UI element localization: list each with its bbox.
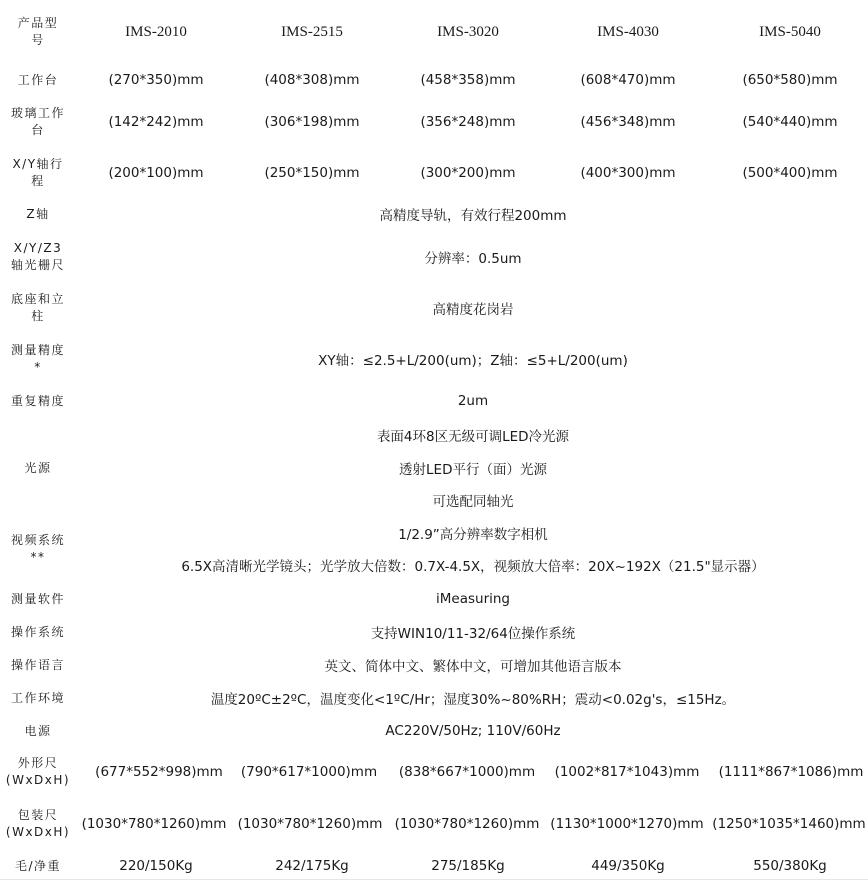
row-workbench	[0, 64, 868, 96]
row-label: 电源	[24, 723, 52, 738]
value-cell: iMeasuring	[436, 591, 510, 607]
value-cell: (356*248)mm	[420, 114, 516, 130]
model-cell: IMS-3020	[437, 23, 499, 40]
row-label: 操作系统	[10, 624, 65, 639]
row-label: 毛/净重	[14, 858, 62, 873]
value-cell: 高精度导轨，有效行程200mm	[379, 208, 567, 224]
value-cell: 1/2.9”高分辨率数字相机	[398, 527, 548, 543]
value-cell: (790*617*1000)mm	[240, 764, 378, 780]
row-language	[0, 651, 868, 679]
row-environment	[0, 684, 868, 712]
value-cell: (250*150)mm	[264, 165, 360, 181]
model-cell: IMS-2010	[125, 23, 187, 40]
value-cell: (608*470)mm	[580, 72, 676, 88]
value-cell: (540*440)mm	[742, 114, 838, 130]
value-cell: 表面4环8区无级可调LED冷光源	[376, 429, 570, 445]
value-cell: (650*580)mm	[742, 72, 838, 88]
row-dimensions: 外形尺 (WxDxH) (677*552*998)mm (790*617*1000)mm (838*667*1000)mm (1002*817*1043)mm (1111*867*1086)mm	[0, 750, 868, 794]
value-cell: (1111*867*1086)mm	[718, 764, 864, 780]
value-cell: (1250*1035*1460)mm	[712, 816, 866, 832]
value-cell: 支持WIN10/11-32/64位操作系统	[370, 626, 576, 642]
row-label: 光源	[24, 460, 52, 475]
value-cell: (1130*1000*1270)mm	[550, 816, 704, 832]
row-label: 工作台	[17, 72, 59, 87]
value-cell: 550/380Kg	[753, 858, 827, 874]
value-cell: (142*242)mm	[108, 114, 204, 130]
row-z-axis	[0, 200, 868, 228]
row-grating: X/Y/Z3 轴光栅尺 分辨率：0.5um	[0, 238, 868, 276]
row-label: 底座和立	[10, 292, 65, 306]
value-cell: 2um	[457, 393, 489, 409]
value-cell: (300*200)mm	[420, 165, 516, 181]
row-power	[0, 717, 868, 745]
row-weight	[0, 852, 868, 880]
header-row	[0, 8, 868, 56]
row-glass-workbench: 玻璃工作 台 (142*242)mm (306*198)mm (356*248)mm (456*348)mm (540*440)mm	[0, 103, 868, 141]
value-cell: (677*552*998)mm	[95, 764, 223, 780]
row-software	[0, 585, 868, 613]
row-label: 视频系统	[10, 533, 65, 547]
row-label: 包装尺	[17, 808, 59, 822]
value-cell: 英文、简体中文、繁体中文，可增加其他语言版本	[324, 659, 622, 675]
bottom-divider	[0, 879, 868, 880]
value-cell: (270*350)mm	[108, 72, 204, 88]
value-cell: 温度20ºC±2ºC，温度变化<1ºC/Hr；湿度30%~80%RH；震动<0.02g's，≤15Hz。	[210, 692, 736, 708]
row-label: X/Y/Z3	[13, 241, 63, 255]
value-cell: 275/185Kg	[431, 858, 505, 874]
value-cell: 242/175Kg	[275, 858, 349, 874]
model-cell: IMS-5040	[759, 23, 821, 40]
row-label: 测量精度	[10, 343, 65, 357]
row-label: 玻璃工作	[10, 106, 65, 120]
row-label: 重复精度	[10, 393, 65, 408]
row-label: X/Y轴行	[12, 157, 64, 171]
value-cell: (200*100)mm	[108, 165, 204, 181]
value-cell: 449/350Kg	[591, 858, 665, 874]
value-cell: (456*348)mm	[580, 114, 676, 130]
value-cell: 透射LED平行（面）光源	[399, 462, 547, 478]
value-cell: (400*300)mm	[580, 165, 676, 181]
value-cell: 可选配同轴光	[432, 494, 514, 510]
value-cell: (838*667*1000)mm	[398, 764, 536, 780]
row-package: 包装尺 (WxDxH) (1030*780*1260)mm (1030*780*1260)mm (1030*780*1260)mm (1130*1000*1270)mm (1250*1035*1460)mm	[0, 800, 868, 848]
row-xy-travel: X/Y轴行 程 (200*100)mm (250*150)mm (300*200)mm (400*300)mm (500*400)mm	[0, 154, 868, 192]
value-cell: 高精度花岗岩	[432, 302, 514, 318]
value-cell: (1002*817*1043)mm	[554, 764, 700, 780]
row-base: 底座和立 柱 高精度花岗岩	[0, 289, 868, 327]
value-cell: 220/150Kg	[119, 858, 193, 874]
row-label: 操作语言	[10, 657, 65, 672]
model-cell: IMS-2515	[281, 23, 343, 40]
row-video-system: 视频系统 ** 1/2.9”高分辨率数字相机 6.5X高清晰光学镜头；光学放大倍数：0.7X-4.5X，视频放大倍率：20X~192X（21.5"显示器）	[0, 518, 868, 580]
row-label: 测量软件	[10, 591, 65, 606]
row-label: Z轴	[26, 206, 50, 221]
row-label: 产品型 号	[17, 16, 59, 47]
value-cell: AC220V/50Hz; 110V/60Hz	[385, 723, 561, 739]
value-cell: (458*358)mm	[420, 72, 516, 88]
value-cell: (500*400)mm	[742, 165, 838, 181]
value-cell: (1030*780*1260)mm	[81, 816, 227, 832]
model-cell: IMS-4030	[597, 23, 659, 40]
row-repeatability	[0, 387, 868, 415]
value-cell: 分辨率：0.5um	[424, 251, 522, 267]
value-cell: XY轴：≤2.5+L/200(um)；Z轴：≤5+L/200(um)	[318, 353, 628, 369]
value-cell: (306*198)mm	[264, 114, 360, 130]
value-cell: 6.5X高清晰光学镜头；光学放大倍数：0.7X-4.5X，视频放大倍率：20X~192X（21.5"显示器）	[181, 559, 765, 575]
value-cell: (1030*780*1260)mm	[237, 816, 383, 832]
value-cell: (408*308)mm	[264, 72, 360, 88]
value-cell: (1030*780*1260)mm	[394, 816, 540, 832]
row-accuracy: 测量精度 * XY轴：≤2.5+L/200(um)；Z轴：≤5+L/200(um)	[0, 340, 868, 378]
row-label: 工作环境	[10, 690, 65, 705]
row-light-source	[0, 420, 868, 516]
row-label: 外形尺	[17, 756, 59, 770]
row-os	[0, 618, 868, 646]
